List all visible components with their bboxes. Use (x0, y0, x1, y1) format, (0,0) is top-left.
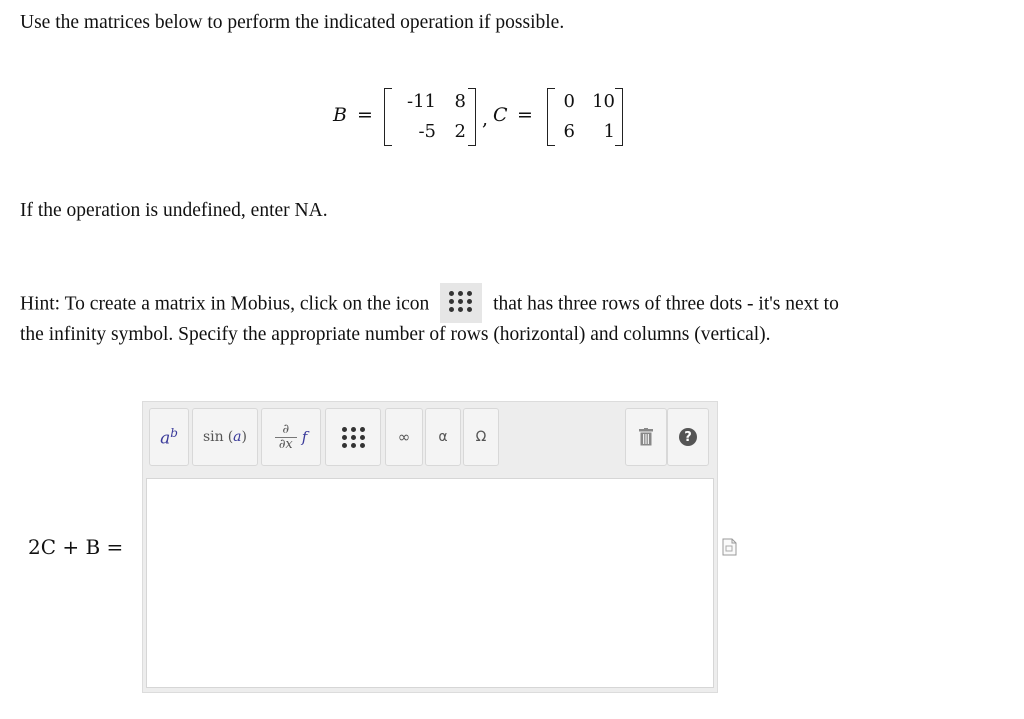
matrix-c-cell-1-0: 6 (563, 121, 575, 142)
undefined-note: If the operation is undefined, enter NA. (20, 200, 328, 221)
matrix-b-name: B (333, 104, 347, 126)
answer-input[interactable] (146, 478, 714, 688)
document-icon[interactable] (722, 538, 737, 556)
matrix-c-cell-1-1: 1 (603, 121, 615, 142)
alpha-button[interactable] (425, 408, 461, 466)
sin-button[interactable]: sin ( a ) (192, 408, 258, 466)
trash-icon (639, 428, 653, 446)
omega-icon: Ω (475, 429, 487, 445)
answer-label: 2C + B = (28, 535, 124, 559)
hint-text-before: Hint: To create a matrix in Mobius, click on the icon (20, 293, 430, 315)
help-button[interactable] (667, 408, 709, 466)
matrix-b (384, 88, 476, 146)
help-icon: ? (679, 428, 697, 446)
hint-text-after: that has three rows of three dots - it's next to (493, 293, 839, 315)
matrix-dots-icon (440, 283, 482, 323)
omega-button[interactable] (463, 408, 499, 466)
matrix-c-name: C (493, 104, 508, 126)
instructions-text: Use the matrices below to perform the indicated operation if possible. (20, 12, 565, 33)
infinity-icon: ∞ (397, 428, 411, 446)
matrix-c (547, 88, 623, 146)
matrix-b-cell-1-0: -5 (418, 121, 436, 142)
matrix-b-cell-0-1: 8 (454, 91, 466, 112)
superscript-base: a (160, 428, 171, 449)
matrix-c-cell-0-1: 10 (592, 91, 615, 112)
hint-line-2: the infinity symbol. Specify the appropriate number of rows (horizontal) and columns (vertical). (20, 324, 771, 345)
matrix-comma: , (482, 108, 489, 130)
infinity-button[interactable] (385, 408, 423, 466)
clear-button[interactable] (625, 408, 667, 466)
superscript-button[interactable] (149, 408, 189, 466)
matrix-b-cell-0-0: -11 (407, 91, 436, 112)
derivative-button[interactable] (261, 408, 321, 466)
matrix-grid-icon (342, 427, 365, 448)
sin-function: sin (203, 429, 224, 445)
derivative-function: f (301, 428, 308, 446)
derivative-numerator: ∂ (282, 421, 290, 437)
sin-argument: a (233, 429, 242, 445)
superscript-exp: b (170, 425, 178, 440)
matrix-b-equals: = (357, 104, 373, 126)
hint-line-1 (20, 285, 839, 325)
matrix-c-equals: = (517, 104, 533, 126)
alpha-icon: α (438, 429, 448, 445)
matrix-button[interactable] (325, 408, 381, 466)
matrix-b-cell-1-1: 2 (454, 121, 466, 142)
derivative-denominator: ∂x (275, 437, 297, 452)
matrix-c-cell-0-0: 0 (563, 91, 575, 112)
